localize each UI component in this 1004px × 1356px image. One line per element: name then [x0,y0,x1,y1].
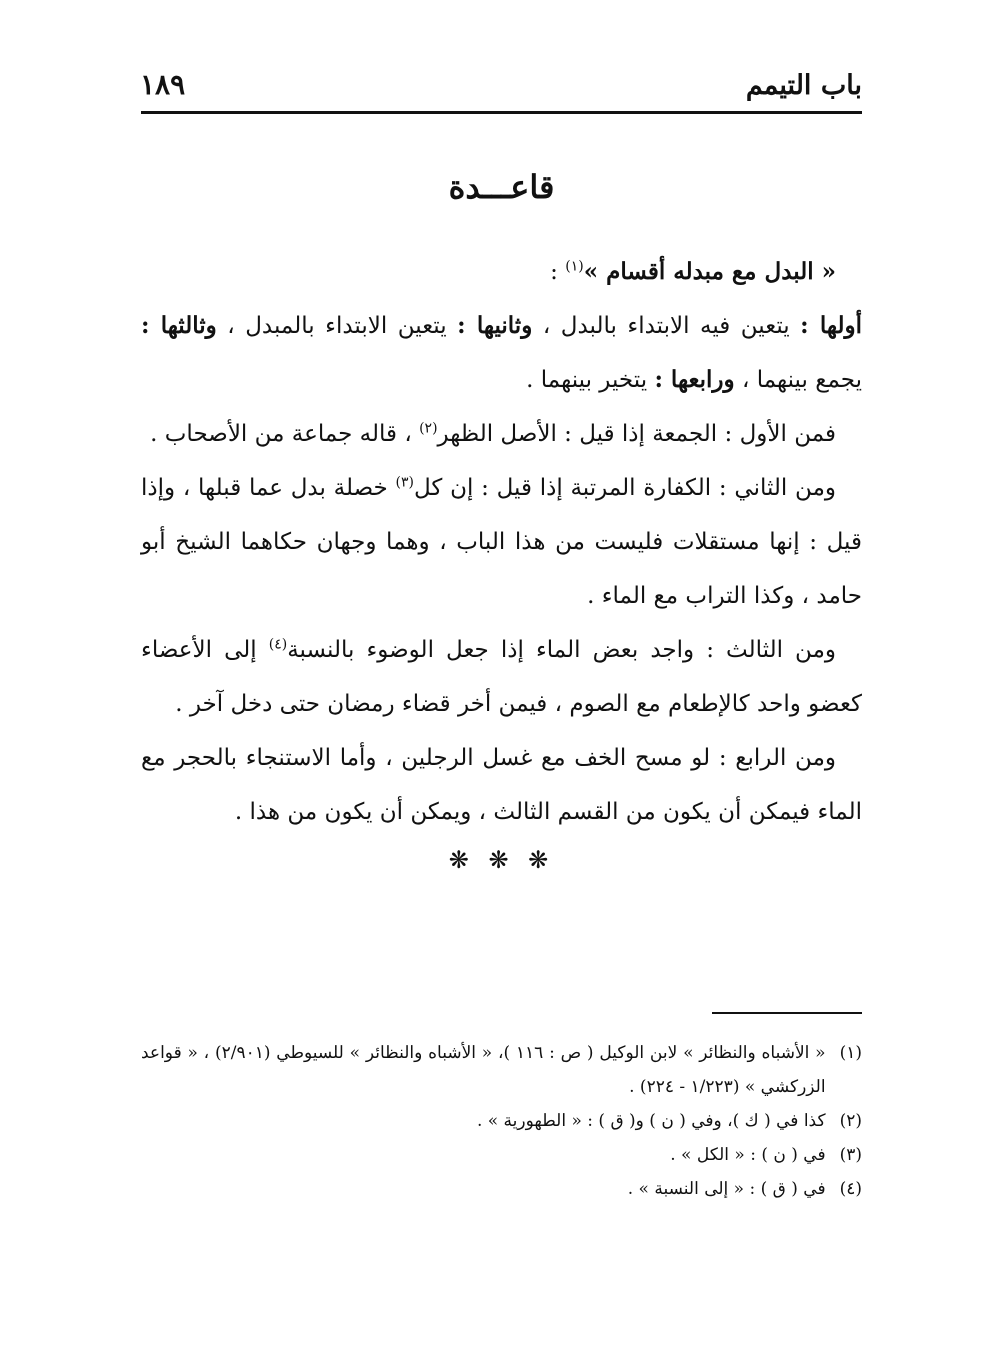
paragraph-second [141,461,862,623]
third-text: يجمع بينهما ، [734,367,862,393]
first-label: أولها : [800,312,862,339]
footnote-text: في ( ق ) : « إلى النسبة » . [627,1179,826,1199]
section-title: قاعـــدة [448,168,555,206]
footnote-text: كذا في ( ك )، وفي ( ن ) و( ق ) : « الطهورية » . [476,1111,826,1131]
footnote-number: (٤) [839,1179,862,1199]
footnote-ref-4: (٤) [268,636,288,653]
footnote-item [141,1172,862,1206]
paragraph-third [141,623,862,731]
rule-quote: « البدل مع مبدله أقسام » [583,258,836,285]
footnote-number: (١) [839,1043,862,1063]
second-text: يتعين الابتداء بالمبدل ، [216,313,458,339]
paragraph-fourth: ومن الرابع : لو مسح الخف مع غسل الرجلين ، وأما الاستنجاء بالحجر مع الماء فيمكن أن يكون من القسم الثالث ، ويمكن أن يكون من هذا . [141,745,862,825]
body-text [141,245,862,839]
footnote-number: (٣) [839,1145,862,1165]
rule-tail: : [550,259,566,285]
footnote-ref-2: (٢) [419,420,438,437]
fourth-text: يتخير بينهما . [526,367,655,393]
footnote-item [141,1104,862,1138]
paragraph-second-a: ومن الثاني : الكفارة المرتبة إذا قيل : إن كل [413,475,836,501]
footnote-text: في ( ن ) : « الكل » . [670,1145,826,1165]
rule-statement [141,245,862,299]
paragraph-first-b: ، قاله جماعة من الأصحاب . [150,421,420,447]
footnote-ref-3: (٣) [395,474,414,491]
paragraph-first [141,407,862,461]
section-separator: ❋ ❋ ❋ [448,846,555,874]
second-label: وثانيها : [457,312,533,339]
footnote-rule [712,1012,862,1014]
footnote-item [141,1138,862,1172]
fourth-label: ورابعها : [654,366,735,393]
footnote-number: (٢) [839,1111,862,1131]
page-number: ١٨٩ [140,68,186,101]
footnote-text: « الأشباه والنظائر » لابن الوكيل ( ص : ١١٦ )، « الأشباه والنظائر » للسيوطي (٢/٩٠١) ، « قواعد الزركشي » (١/٢٢٣ - ٢٢٤) . [141,1043,826,1097]
first-text: يتعين فيه الابتداء بالبدل ، [532,313,801,339]
paragraph-second-b: خصلة بدل عما قبلها ، وإذا قيل : إنها مستقلات فليست من هذا الباب ، وهما وجهان حكاهما الشيخ أبو حامد ، وكذا التراب مع الماء . [141,475,862,609]
running-header-title: باب التيمم [745,70,862,101]
paragraph-third-a: ومن الثالث : واجد بعض الماء إذا جعل الوضوء بالنسبة [287,637,836,663]
third-label: وثالثها : [141,312,217,339]
categories-paragraph [141,299,862,407]
paragraph-first-a: فمن الأول : الجمعة إذا قيل : الأصل الظهر [437,421,836,447]
footnote-item [141,1036,862,1104]
footnotes [141,1036,862,1206]
header-rule [141,111,862,114]
paragraph-third-b: إلى الأعضاء كعضو واحد كالإطعام مع الصوم ، فيمن أخر قضاء رمضان حتى دخل آخر . [141,637,862,717]
footnote-ref-1: (١) [565,258,584,275]
